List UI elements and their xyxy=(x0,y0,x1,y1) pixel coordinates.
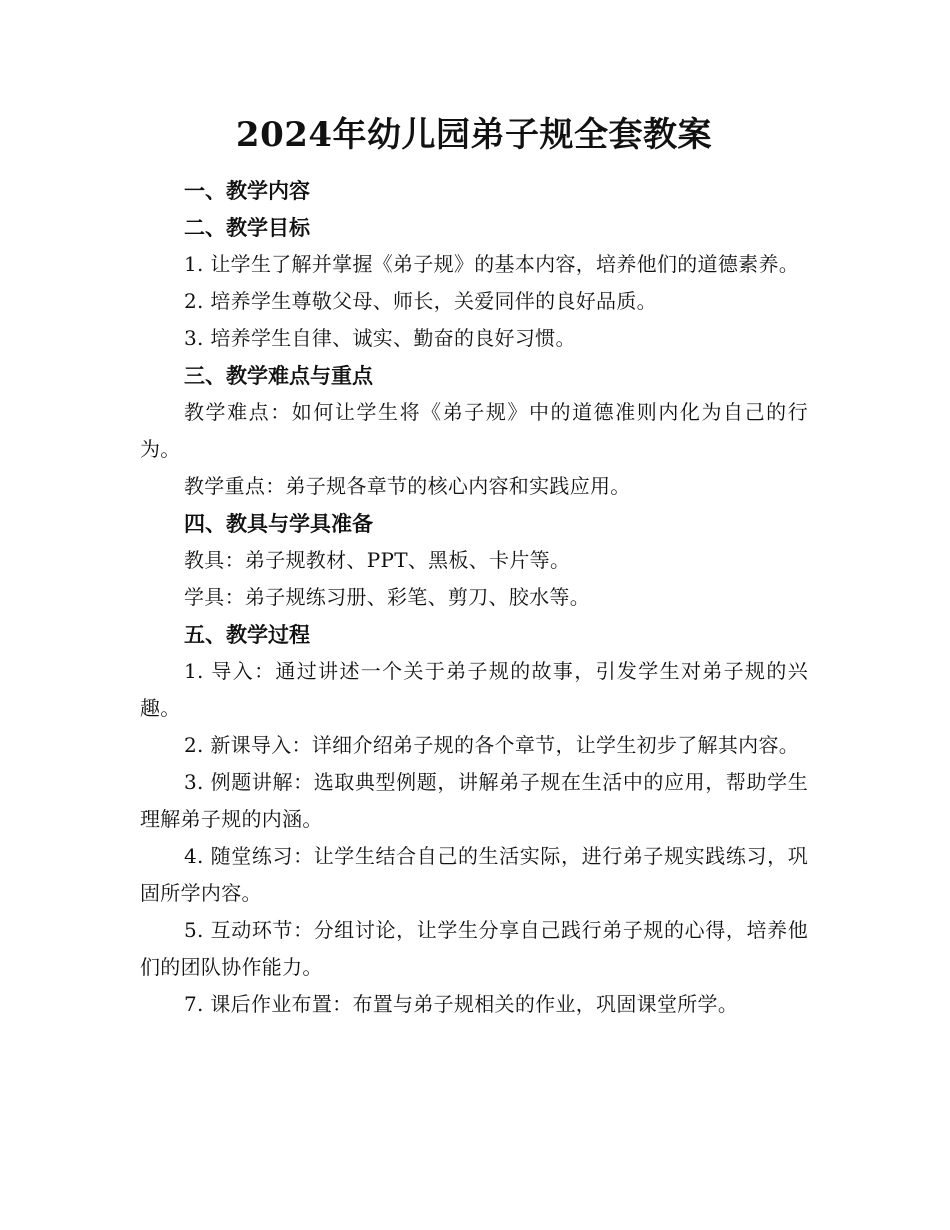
difficulty-paragraph: 教学难点：如何让学生将《弟子规》中的道德准则内化为自己的行为。 xyxy=(140,400,808,461)
process-step-3: 3. 例题讲解：选取典型例题，讲解弟子规在生活中的应用，帮助学生理解弟子规的内涵。 xyxy=(140,770,808,831)
process-step-1: 1. 导入：通过讲述一个关于弟子规的故事，引发学生对弟子规的兴趣。 xyxy=(140,659,808,720)
teaching-aids-paragraph: 教具：弟子规教材、PPT、黑板、卡片等。 xyxy=(184,548,571,572)
goal-item-2: 2. 培养学生尊敬父母、师长，关爱同伴的良好品质。 xyxy=(184,289,657,313)
goal-item-1: 1. 让学生了解并掌握《弟子规》的基本内容，培养他们的道德素养。 xyxy=(184,252,800,276)
section-heading-teaching-content: 一、教学内容 xyxy=(184,178,310,203)
document-body xyxy=(140,112,808,1023)
section-heading-materials: 四、教具与学具准备 xyxy=(184,511,373,536)
section-heading-teaching-goals: 二、教学目标 xyxy=(184,215,310,240)
process-step-2: 2. 新课导入：详细介绍弟子规的各个章节，让学生初步了解其内容。 xyxy=(184,733,800,757)
goal-item-3: 3. 培养学生自律、诚实、勤奋的良好习惯。 xyxy=(184,326,576,350)
process-step-5: 5. 互动环节：分组讨论，让学生分享自己践行弟子规的心得，培养他们的团队协作能力。 xyxy=(140,918,808,979)
section-heading-difficulties: 三、教学难点与重点 xyxy=(184,363,373,388)
process-step-4: 4. 随堂练习：让学生结合自己的生活实际，进行弟子规实践练习，巩固所学内容。 xyxy=(140,844,808,905)
section-heading-process: 五、教学过程 xyxy=(184,622,310,647)
document-title: 2024年幼儿园弟子规全套教案 xyxy=(235,115,713,155)
process-step-7: 7. 课后作业布置：布置与弟子规相关的作业，巩固课堂所学。 xyxy=(184,992,739,1016)
learning-aids-paragraph: 学具：弟子规练习册、彩笔、剪刀、胶水等。 xyxy=(184,585,590,609)
focus-paragraph: 教学重点：弟子规各章节的核心内容和实践应用。 xyxy=(184,474,631,498)
